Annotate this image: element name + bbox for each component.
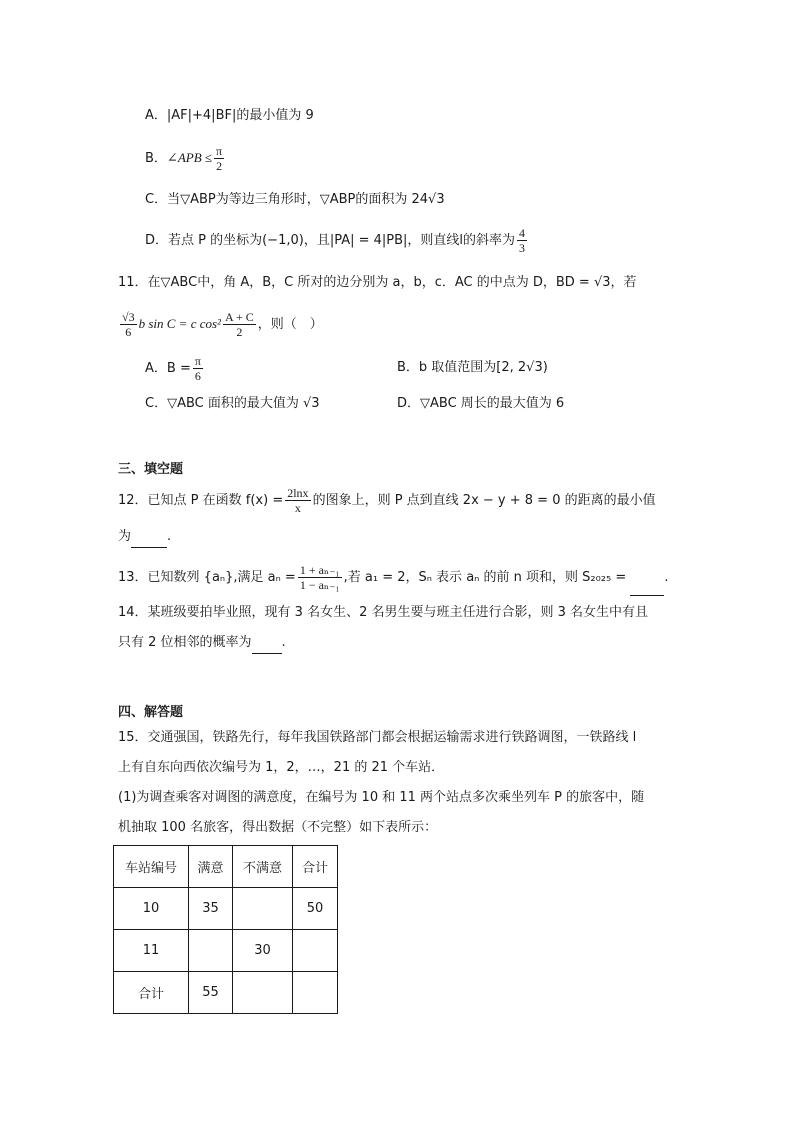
q12-fraction — [285, 486, 310, 515]
q10-option-d — [145, 226, 529, 256]
q11-cond-fraction-1 — [120, 310, 137, 339]
table-cell: 合计 — [114, 972, 189, 1014]
table-header-cell: 合计 — [293, 846, 338, 888]
q12-line-1 — [118, 484, 656, 518]
q11-stem: 11．在▽ABC中，角 A，B，C 所对的边分别为 a，b，c．AC 的中点为 D，BD = √3，若 — [118, 275, 637, 290]
q13-post: ,若 a₁ = 2，Sₙ 表示 aₙ 的前 n 项和，则 S₂₀₂₅ = — [343, 570, 627, 585]
table-header-cell: 满意 — [189, 846, 233, 888]
table-cell — [233, 888, 293, 930]
q15-line-1: 15．交通强国，铁路先行，每年我国铁路部门都会根据运输需求进行铁路调图，一铁路线 l — [118, 730, 637, 745]
q13-den: 1 − aₙ₋₁ — [299, 578, 340, 592]
q14-answer-blank[interactable] — [252, 633, 282, 654]
table-header-row — [114, 846, 338, 888]
q14-line-2-text: 只有 2 位相邻的概率为 — [118, 635, 252, 650]
q10-option-b-expr: ∠APB ≤ — [166, 150, 213, 165]
q10-option-d-fraction — [517, 226, 527, 255]
q12-pre: 12．已知点 P 在函数 f(x) = — [118, 493, 284, 508]
q11-option-d: D．▽ABC 周长的最大值为 6 — [397, 396, 565, 411]
q11-cond-den-2: 2 — [236, 325, 243, 339]
table-header-cell: 车站编号 — [114, 846, 189, 888]
q10-option-d-text: D．若点 P 的坐标为(−1,0)，且|PA| = 4|PB|，则直线l的斜率为 — [145, 233, 516, 248]
table-cell — [189, 930, 233, 972]
q13-line: 13．已知数列 {aₙ},满足 aₙ = $\frac{\text{1 + aₙ₋₁}}{\text{1 − aₙ₋₁}}$ ,若 a₁ = 2，Sₙ 表示 aₙ 的前 n 项和，则 S₂₀₂₅ = . — [118, 561, 669, 596]
q10-option-b — [145, 143, 226, 174]
q11-cond-tail: ，则（ ） — [257, 317, 323, 332]
q11-cond-middle: b sin C = c cos² — [138, 316, 221, 331]
table-cell — [293, 972, 338, 1014]
q15-line-2: 上有自东向西依次编号为 1，2，…，21 的 21 个车站． — [118, 760, 445, 775]
table-header-cell: 不满意 — [233, 846, 293, 888]
table-cell — [293, 930, 338, 972]
q12-num: 2lnx — [287, 486, 309, 500]
q10-option-b-fraction — [214, 144, 224, 173]
q11-cond-num-2: A + C — [224, 310, 254, 324]
q11-cond-den-1: 6 — [125, 325, 132, 339]
q10-option-d-den: 3 — [519, 241, 526, 255]
q10-option-c: C．当▽ABP为等边三角形时，▽ABP的面积为 24√3 — [145, 192, 445, 207]
table-cell: 10 — [114, 888, 189, 930]
q11-option-a-den: 6 — [194, 369, 201, 383]
table-row — [114, 930, 338, 972]
q13-fraction — [298, 563, 342, 592]
q12-den: x — [294, 501, 301, 515]
table-cell: 55 — [189, 972, 233, 1014]
q11-cond-fraction-2 — [223, 310, 256, 339]
q11-cond-num-1: √3 — [122, 310, 135, 324]
q11-option-c: C．▽ABC 面积的最大值为 √3 — [145, 396, 320, 411]
q15-line-3: (1)为调查乘客对调图的满意度，在编号为 10 和 11 两个站点多次乘坐列车 P 的旅客中，随 — [118, 790, 645, 805]
q11-option-a — [145, 354, 205, 384]
section-heading-solutions: 四、解答题 — [118, 705, 184, 720]
table-cell: 35 — [189, 888, 233, 930]
table-cell — [233, 972, 293, 1014]
section-heading-fill-blank: 三、填空题 — [118, 462, 184, 477]
q14-line-2: 只有 2 位相邻的概率为 . — [118, 633, 286, 654]
q11-option-b: B．b 取值范围为[2, 2√3) — [397, 360, 548, 375]
q10-option-a: A．|AF|+4|BF|的最小值为 9 — [145, 108, 314, 123]
survey-table — [113, 845, 338, 1014]
q12-line-2: 为 . — [118, 527, 171, 548]
q12-post: 的图象上，则 P 点到直线 2x − y + 8 = 0 的距离的最小值 — [312, 493, 656, 508]
q12-line-2-text: 为 — [118, 529, 132, 544]
q13-answer-blank[interactable] — [630, 561, 664, 596]
q13-pre: 13．已知数列 {aₙ},满足 aₙ = — [118, 570, 296, 585]
q11-option-a-num: π — [194, 354, 201, 368]
q13-num: 1 + aₙ₋₁ — [299, 563, 340, 577]
q10-option-b-num: π — [216, 144, 223, 158]
q14-line-1: 14．某班级要拍毕业照，现有 3 名女生、2 名男生要与班主任进行合影，则 3 名女生中有且 — [118, 605, 649, 620]
table-cell: 30 — [233, 930, 293, 972]
table-row — [114, 888, 338, 930]
table-cell: 50 — [293, 888, 338, 930]
q10-option-b-den: 2 — [216, 159, 223, 173]
table-row — [114, 972, 338, 1014]
q15-line-4: 机抽取 100 名旅客，得出数据（不完整）如下表所示： — [118, 820, 438, 835]
q10-option-b-label: B． — [145, 151, 167, 166]
q11-condition — [118, 307, 323, 342]
q12-answer-blank[interactable] — [131, 527, 167, 548]
table-cell: 11 — [114, 930, 189, 972]
q11-option-a-label: A．B = — [145, 361, 191, 376]
q11-option-a-fraction — [193, 354, 203, 383]
q10-option-d-num: 4 — [519, 226, 526, 240]
